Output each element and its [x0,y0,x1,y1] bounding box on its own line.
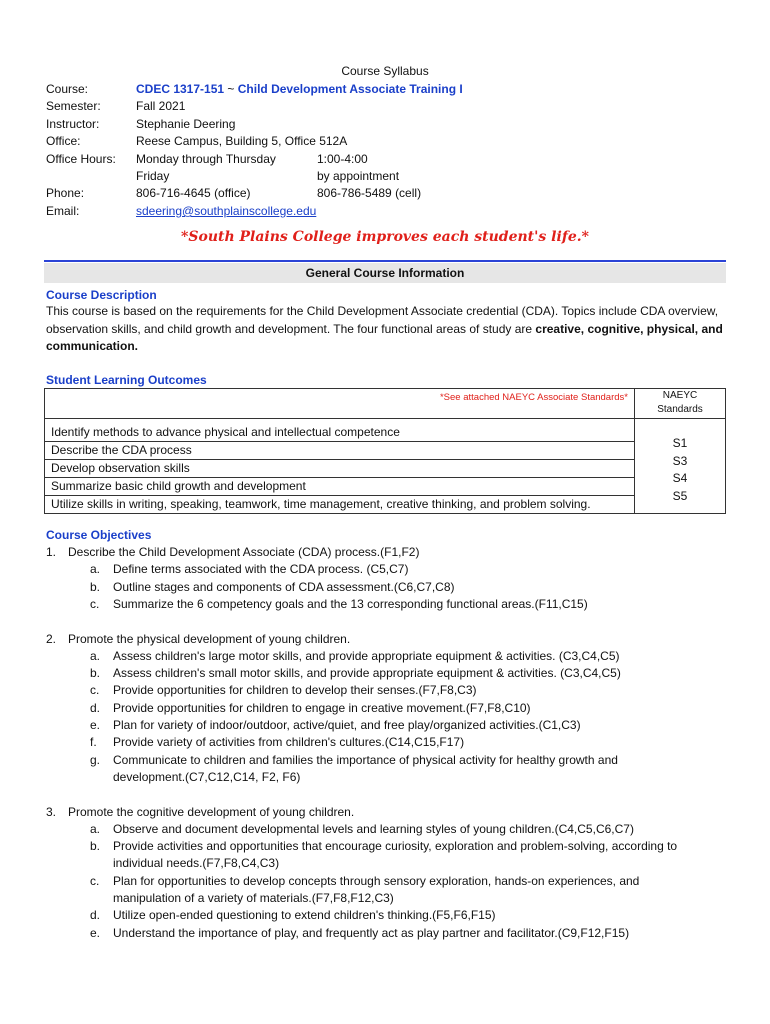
office-hours-label: Office Hours: [46,152,116,166]
course-value [136,82,463,97]
outcome-item: Utilize skills in writing, speaking, teamwork, time management, creative thinking, and problem solving. [51,497,591,511]
objective-subitem-letter: d. [90,700,101,715]
objective-subitem-text: Observe and document developmental levels and learning styles of young children.(C4,C5,C6,C7) [113,821,634,836]
outcomes-list [45,424,634,513]
objective-subitem-letter: b. [90,579,101,594]
office-hours-days-1: Monday through Thursday [136,152,276,166]
page-title: Course Syllabus [341,64,429,78]
objective-subitem-letter: e. [90,718,101,732]
section-divider [44,260,726,262]
naeyc-standards-header: NAEYC Standards [635,389,726,419]
objective-subitem-letter: c. [90,683,100,698]
office-label: Office: [46,134,81,148]
objectives-heading: Course Objectives [46,528,152,542]
standards-list [641,435,719,505]
outcomes-table [44,388,726,514]
outcome-item: Develop observation skills [45,460,634,478]
phone-office: 806-716-4645 (office) [136,186,251,200]
objective-subitem-text: Outline stages and components of CDA assessment.(C6,C7,C8) [113,579,455,594]
objective-subitem-text-cont: manipulation of a variety of materials.(F7,F8,F12,C3) [113,891,394,905]
course-label: Course: [46,82,89,96]
office-value: Reese Campus, Building 5, Office 512A [136,134,348,148]
functional-areas: creative, cognitive, physical, and communication. [46,321,723,353]
course-description-body: This course is based on the requirements for the Child Development Associate credential (CDA). Topics include CDA overview, observation skills, and child growth and development. The four functional areas of study are [46,304,719,336]
standards-note: *See attached NAEYC Associate Standards* [45,389,635,419]
objective-subitem-text: Assess children's small motor skills, and provide appropriate equipment & activities. (C3,C4,C5) [113,666,621,681]
objective-number: 3. [46,804,57,819]
objective-subitem-text: Provide opportunities for children to develop their senses.(F7,F8,C3) [113,683,477,698]
objective-subitem-letter: e. [90,925,101,940]
course-separator: ~ [227,82,235,96]
course-description-text [46,303,726,356]
standard-code: S1 [672,436,688,450]
objective-subitem-text: Provide activities and opportunities that encourage curiosity, exploration and problem-solving, according to [113,839,678,854]
standards-cell [635,419,726,514]
objective-subitem-letter: a. [90,562,101,577]
objective-text: Promote the physical development of young children. [68,631,351,646]
objective-subitem-text: Define terms associated with the CDA process. (C5,C7) [113,562,409,577]
outcomes-heading: Student Learning Outcomes [46,373,207,387]
standard-code: S3 [672,453,688,468]
objective-subitem-letter: g. [90,752,101,767]
objective-subitem-letter: b. [90,839,101,854]
objective-subitem-letter: b. [90,666,101,681]
objective-subitem-text: Summarize the 6 competency goals and the 13 corresponding functional areas.(F11,C15) [113,596,588,611]
objective-text: Describe the Child Development Associate (CDA) process.(F1,F2) [68,545,420,559]
objective-subitem-letter: c. [90,596,100,611]
course-description-heading: Course Description [46,288,157,302]
objective-subitem-text: Understand the importance of play, and frequently act as play partner and facilitator.(C9,F12,F15) [113,925,630,940]
objective-subitem-text: Assess children's large motor skills, and provide appropriate equipment & activities. (C3,C4,C5) [113,648,620,663]
objective-subitem-text: Provide variety of activities from children's cultures.(C14,C15,F17) [113,735,465,750]
semester-label: Semester: [46,99,101,113]
objective-subitem-text-cont: development.(C7,C12,C14, F2, F6) [113,769,301,784]
objective-subitem-letter: f. [90,735,97,750]
general-info-heading: General Course Information [44,263,726,283]
college-slogan: *South Plains College improves each student's life.* [181,229,589,245]
objective-number: 2. [46,631,57,646]
office-hours-time-1: 1:00-4:00 [317,152,368,166]
phone-cell: 806-786-5489 (cell) [317,186,422,200]
email-link[interactable]: sdeering@southplainscollege.edu [136,204,317,218]
objective-subitem-text: Utilize open-ended questioning to extend children's thinking.(F5,F6,F15) [113,908,496,923]
course-code: CDEC 1317-151 [136,82,225,96]
objective-subitem-letter: a. [90,648,101,663]
objective-subitem-text: Plan for opportunities to develop concepts through sensory exploration, hands-on experiences, and [113,873,640,888]
outcomes-list-cell [45,419,635,514]
objective-text: Promote the cognitive development of young children. [68,804,355,819]
email-label: Email: [46,204,80,218]
objective-subitem-letter: c. [90,873,100,888]
objective-subitem-letter: a. [90,821,101,836]
office-hours-time-2: by appointment [317,169,400,183]
outcome-item: Identify methods to advance physical and intellectual competence [45,424,634,442]
objective-subitem-text: Communicate to children and families the importance of physical activity for healthy growth and [113,752,618,767]
phone-label: Phone: [46,186,85,200]
objective-subitem-letter: d. [90,908,101,923]
outcome-item: Summarize basic child growth and development [45,478,634,496]
course-name: Child Development Associate Training I [237,82,463,96]
semester-value: Fall 2021 [136,99,186,113]
instructor-value: Stephanie Deering [136,117,236,131]
outcome-item: Describe the CDA process [45,442,634,460]
objective-number: 1. [46,545,57,559]
standard-code: S4 [672,471,688,485]
instructor-label: Instructor: [46,117,100,131]
objective-subitem-text: Plan for variety of indoor/outdoor, active/quiet, and free play/organized activities.(C1,C3) [113,718,581,732]
objective-subitem-text-cont: individual needs.(F7,F8,C4,C3) [113,856,280,871]
standard-code: S5 [672,488,688,503]
objective-subitem-text: Provide opportunities for children to engage in creative movement.(F7,F8,C10) [113,700,531,715]
office-hours-days-2: Friday [136,169,170,183]
